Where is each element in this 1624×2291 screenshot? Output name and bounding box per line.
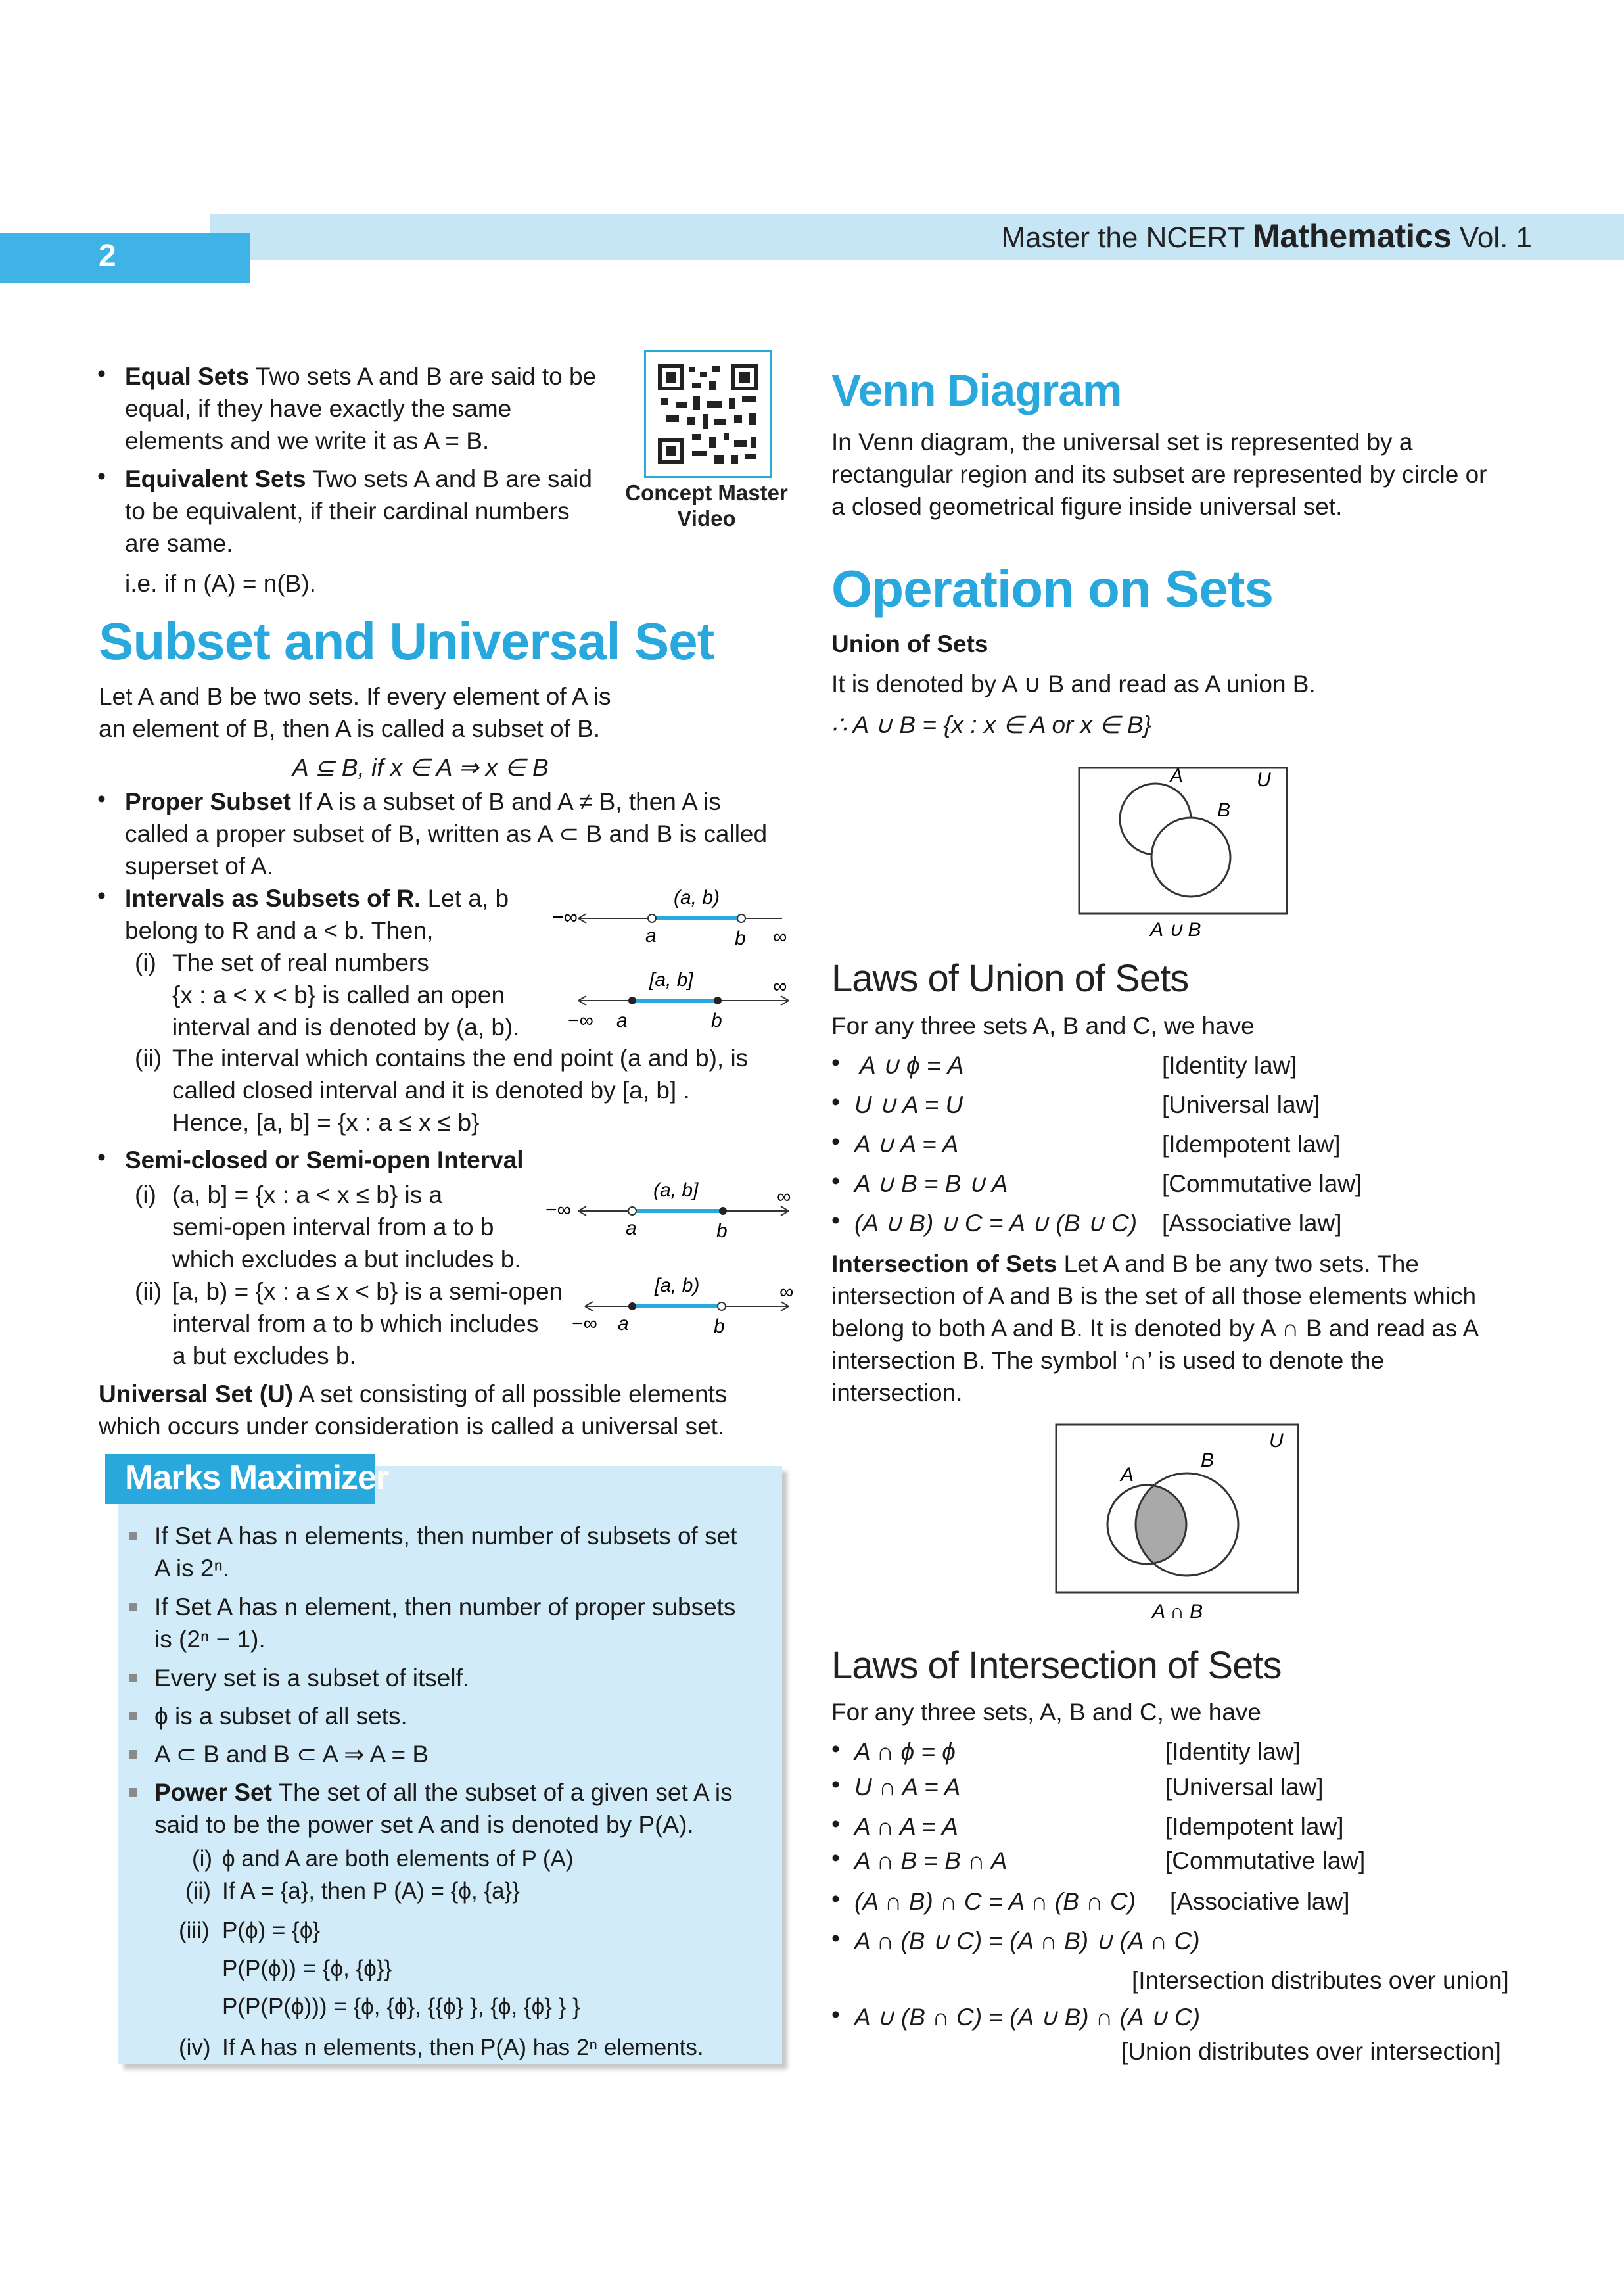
law-formula: A ∪ (B ∩ C) = (A ∪ B) ∩ (A ∪ C): [854, 2004, 1201, 2031]
power-set-para: Power Set The set of all the subset of a given set A is said to be the power set A and is denoted by P(A).: [154, 1779, 733, 1838]
semi-open-right-diagram: [572, 1272, 802, 1338]
item-number: (i): [135, 949, 156, 976]
item-number: (ii): [135, 1278, 162, 1305]
laws-union-heading: Laws of Union of Sets: [831, 957, 1189, 1000]
power-set-sub-2: If A = {a}, then P (A) = {ϕ, {a}}: [222, 1878, 520, 1904]
semi-heading: Semi-closed or Semi-open Interval: [125, 1146, 524, 1173]
item-number: (iv): [179, 2035, 211, 2060]
power-set-sub-4: P(P(ϕ)) = {ϕ, {ϕ}}: [222, 1956, 392, 1981]
bullet: •: [97, 1144, 106, 1171]
union-text: It is denoted by A ∪ B and read as A union B.: [831, 671, 1316, 697]
qr-label: Concept Master Video: [625, 481, 788, 531]
universal-label: U: [1269, 1430, 1284, 1452]
open-interval-para: The set of real numbers {x : a < x < b} is called an open interval and is denoted by (a, b).: [172, 949, 520, 1041]
item-number: (i): [192, 1846, 213, 1872]
laws-intersection-intro: For any three sets, A, B and C, we have: [831, 1699, 1262, 1726]
law-name: [Identity law]: [1162, 1052, 1297, 1079]
union-subheading: Union of Sets: [831, 630, 988, 657]
subset-formula: A ⊆ B, if x ∈ A ⇒ x ∈ B: [292, 754, 549, 781]
universal-label: U: [1257, 769, 1271, 791]
bullet: •: [97, 786, 106, 813]
union-formula: ∴ A ∪ B = {x : x ∈ A or x ∈ B}: [831, 711, 1151, 738]
neg-inf-label: −∞: [568, 1010, 593, 1031]
law-name: [Universal law]: [1162, 1091, 1320, 1118]
item-number: (iii): [179, 1918, 210, 1943]
bullet: •: [831, 1128, 840, 1155]
intersection-caption: A ∩ B: [1152, 1601, 1203, 1622]
law-formula: A ∩ ϕ = ϕ: [854, 1738, 956, 1765]
law-formula: U ∪ A = U: [854, 1091, 963, 1118]
power-set-sub-3: P(ϕ) = {ϕ}: [222, 1918, 321, 1943]
laws-intersection-heading: Laws of Intersection of Sets: [831, 1644, 1282, 1687]
law-formula: (A ∩ B) ∩ C = A ∩ (B ∩ C): [854, 1888, 1136, 1915]
bullet: •: [831, 1810, 840, 1837]
bullet: •: [97, 360, 106, 387]
law-formula: A ∩ (B ∪ C) = (A ∩ B) ∪ (A ∩ C): [854, 1927, 1200, 1954]
law-formula: A ∩ A = A: [854, 1813, 958, 1840]
equivalent-sets-para: Equivalent Sets Two sets A and B are said to be equivalent, if their cardinal numbers are same. i.e. if n (A) = n(B).: [125, 465, 592, 597]
operation-heading: Operation on Sets: [831, 559, 1273, 618]
law-name: [Commutative law]: [1162, 1170, 1362, 1197]
equal-sets-para: Equal Sets Two sets A and B are said to be equal, if they have exactly the same elements and we write it as A = B.: [125, 363, 597, 454]
bullet: •: [831, 1925, 840, 1952]
law-name: [Commutative law]: [1165, 1847, 1366, 1874]
semi-ii-para: [a, b) = {x : a ≤ x < b} is a semi-open interval from a to b which includes a but excludes b.: [172, 1278, 563, 1369]
law-formula: A ∩ B = B ∩ A: [854, 1847, 1008, 1874]
intersection-para: Intersection of Sets Let A and B be any two sets. The intersection of A and B is the set of all those elements which belong to both A and B. It is denoted by A ∩ B and read as A intersection B. The symbol ‘∩’ is used to denote the intersection.: [831, 1250, 1479, 1406]
pos-inf-label: ∞: [779, 1281, 794, 1303]
law-name: [Idempotent law]: [1162, 1131, 1341, 1158]
subset-heading: Subset and Universal Set: [99, 612, 714, 671]
law-name: [Identity law]: [1165, 1738, 1301, 1765]
item-number: (ii): [135, 1045, 162, 1072]
proper-subset-para: Proper Subset If A is a subset of B and A ≠ B, then A is called a proper subset of B, written as A ⊂ B and B is called superset of A.: [125, 788, 768, 880]
law-name: [Union distributes over intersection]: [1121, 2038, 1501, 2065]
page-number-tab: [0, 233, 250, 283]
power-set-sub-5: P(P(P(ϕ))) = {ϕ, {ϕ}, {{ϕ} }, {ϕ, {ϕ} } }: [222, 1994, 580, 2019]
pos-inf-label: ∞: [773, 926, 787, 948]
square-bullet: [129, 1750, 137, 1759]
marks-item-3: Every set is a subset of itself.: [154, 1665, 470, 1691]
law-formula: (A ∪ B) ∪ C = A ∪ (B ∪ C): [854, 1210, 1138, 1237]
law-name: [Intersection distributes over union]: [1132, 1967, 1509, 1994]
law-formula: A ∪ B = B ∪ A: [854, 1170, 1008, 1197]
venn-text: In Venn diagram, the universal set is represented by a rectangular region and its subset are represented by circle or a closed geometrical figure inside universal set.: [831, 429, 1487, 520]
law-formula: U ∩ A = A: [854, 1774, 961, 1801]
union-caption: A ∪ B: [1150, 919, 1201, 940]
marks-item-1: If Set A has n elements, then number of subsets of set A is 2ⁿ.: [154, 1523, 737, 1582]
bullet: •: [97, 882, 106, 909]
marks-maximizer-title-text: Marks Maximizer: [125, 1459, 389, 1497]
intersection-venn-diagram: [1055, 1423, 1308, 1624]
bullet: •: [831, 1207, 840, 1234]
power-set-sub-6: If A has n elements, then P(A) has 2ⁿ elements.: [222, 2035, 704, 2060]
law-name: [Associative law]: [1170, 1888, 1350, 1915]
item-number: (i): [135, 1181, 156, 1208]
bullet: •: [831, 1089, 840, 1116]
law-name: [Universal law]: [1165, 1774, 1324, 1801]
square-bullet: [129, 1532, 137, 1540]
universal-set-para: Universal Set (U) A set consisting of all possible elements which occurs under consideration is called a universal set.: [99, 1381, 728, 1440]
a-label: a: [626, 1217, 637, 1239]
subset-text: Let A and B be two sets. If every element of A is an element of B, then A is called a subset of B.: [99, 683, 611, 742]
set-b-label: B: [1201, 1450, 1215, 1471]
a-label: a: [618, 1313, 629, 1334]
bullet: •: [831, 1845, 840, 1872]
a-label: a: [616, 1010, 628, 1031]
venn-heading: Venn Diagram: [831, 366, 1122, 415]
book-title: Master the NCERT Mathematics Vol. 1: [1001, 218, 1532, 254]
bullet: •: [831, 1771, 840, 1798]
bullet: •: [831, 1168, 840, 1194]
b-label: b: [711, 1010, 722, 1031]
law-formula: A ∪ A = A: [854, 1131, 959, 1158]
pos-inf-label: ∞: [777, 1186, 791, 1208]
bullet: •: [831, 2001, 840, 2028]
square-bullet: [129, 1603, 137, 1611]
marks-item-4: ϕ is a subset of all sets.: [154, 1703, 407, 1730]
b-label: b: [714, 1315, 725, 1337]
intervals-para: Intervals as Subsets of R. Let a, b belong to R and a < b. Then,: [125, 885, 509, 944]
a-label: a: [645, 925, 657, 947]
square-bullet: [129, 1712, 137, 1720]
bullet: •: [97, 463, 106, 490]
interval-label: (a, b): [674, 887, 720, 909]
square-bullet: [129, 1788, 137, 1797]
power-set-sub-1: ϕ and A are both elements of P (A): [222, 1846, 574, 1872]
qr-code[interactable]: [644, 350, 772, 478]
semi-open-left-diagram: [545, 1177, 802, 1242]
set-a-label: A: [1170, 765, 1184, 787]
marks-item-2: If Set A has n element, then number of proper subsets is (2ⁿ − 1).: [154, 1594, 736, 1653]
set-b-label: B: [1217, 799, 1231, 821]
semi-i-para: (a, b] = {x : a < x ≤ b} is a semi-open interval from a to b which excludes a but includes b.: [172, 1181, 521, 1273]
law-name: [Idempotent law]: [1165, 1813, 1344, 1840]
closed-interval-diagram: [565, 966, 802, 1032]
pos-inf-label: ∞: [773, 976, 787, 997]
set-a-label: A: [1121, 1464, 1134, 1486]
bullet: •: [831, 1049, 840, 1076]
marks-item-5: A ⊂ B and B ⊂ A ⇒ A = B: [154, 1741, 429, 1768]
closed-interval-para: The interval which contains the end point (a and b), is called closed interval and it is denoted by [a, b] . Hence, [a, b] = {x : a ≤ x ≤ b}: [172, 1045, 749, 1136]
law-formula: A ∪ ϕ = A: [860, 1052, 964, 1079]
neg-inf-label: −∞: [545, 1199, 571, 1221]
b-label: b: [735, 928, 746, 949]
page-number: 2: [99, 239, 116, 273]
square-bullet: [129, 1674, 137, 1682]
interval-label: [a, b]: [649, 969, 693, 991]
neg-inf-label: −∞: [552, 907, 578, 928]
b-label: b: [716, 1220, 728, 1242]
law-name: [Associative law]: [1162, 1210, 1342, 1237]
interval-label: (a, b]: [653, 1179, 699, 1201]
open-interval-diagram: [552, 884, 802, 950]
interval-label: [a, b): [655, 1275, 700, 1296]
bullet: •: [831, 1885, 840, 1912]
neg-inf-label: −∞: [572, 1313, 597, 1334]
bullet: •: [831, 1736, 840, 1762]
laws-union-intro: For any three sets A, B and C, we have: [831, 1012, 1255, 1039]
union-venn-diagram: [1078, 763, 1295, 940]
item-number: (ii): [185, 1878, 211, 1904]
